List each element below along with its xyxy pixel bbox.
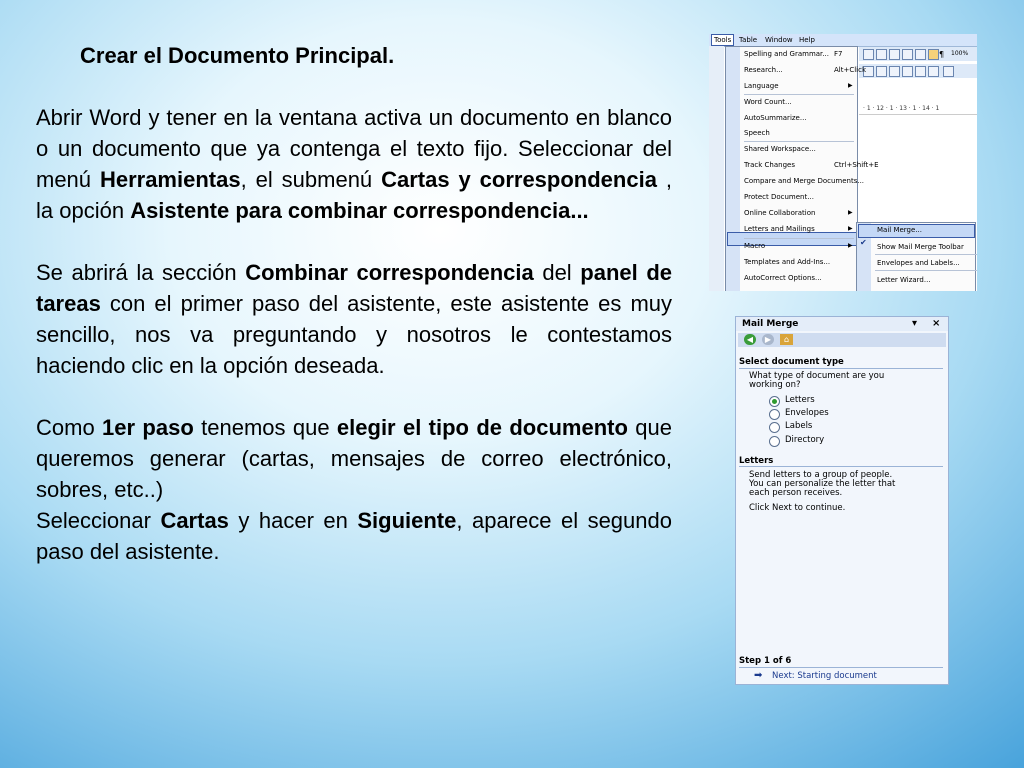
menu-item[interactable] — [744, 66, 867, 74]
formatting-toolbar — [859, 64, 977, 78]
bold-run: Cartas y correspondencia — [381, 167, 657, 192]
bold-run: Cartas — [160, 508, 229, 533]
menu-item[interactable] — [744, 129, 770, 137]
menu-item[interactable] — [744, 50, 843, 58]
toolbar-icon[interactable] — [928, 49, 939, 60]
standard-toolbar — [859, 47, 977, 61]
submenu-arrow-icon: ▶ — [848, 225, 853, 232]
tools-menu — [725, 46, 879, 291]
menu-item[interactable] — [744, 274, 822, 282]
align-icon[interactable] — [876, 66, 887, 77]
toolbar-icon[interactable] — [915, 49, 926, 60]
text-run: que queremos generar (cartas, mensajes de correo electrónico, sobres, etc..) — [36, 415, 672, 502]
menu-item-label: AutoCorrect Options... — [744, 274, 822, 282]
toolbar-icon[interactable] — [902, 49, 913, 60]
submenu-show-toolbar[interactable]: Show Mail Merge Toolbar — [877, 243, 964, 251]
menu-item-label: Shared Workspace... — [744, 145, 816, 153]
menu-item-label: Compare and Merge Documents... — [744, 177, 865, 185]
slide-title: Crear el Documento Principal. — [80, 43, 395, 68]
radio-letters[interactable] — [769, 396, 780, 407]
menu-separator — [875, 270, 977, 271]
text-run: , la opción — [36, 167, 672, 223]
pilcrow-icon[interactable]: ¶ — [939, 50, 945, 59]
menu-item-label: Research... — [744, 66, 783, 74]
menu-help[interactable]: Help — [799, 36, 815, 44]
menu-item-label: Speech — [744, 129, 770, 137]
left-icon-strip — [709, 46, 724, 291]
close-icon[interactable]: × — [932, 318, 941, 329]
next-arrow-icon[interactable]: ➡ — [754, 670, 763, 681]
pane-nav-bar — [738, 333, 946, 347]
mail-merge-pane — [735, 316, 949, 685]
dropdown-icon[interactable]: ▾ — [912, 318, 918, 329]
bold-run: Combinar correspondencia — [245, 260, 534, 285]
toolbar-icon[interactable] — [876, 49, 887, 60]
zoom-value[interactable]: 100% — [951, 50, 969, 57]
letters-mailings-submenu — [856, 222, 976, 291]
home-icon[interactable]: ⌂ — [780, 334, 793, 345]
menu-item-label: Language — [744, 82, 779, 90]
menu-item[interactable] — [744, 258, 830, 266]
indent-icon[interactable] — [928, 66, 939, 77]
menu-item-shortcut: F7 — [834, 50, 843, 58]
text-run: Seleccionar — [36, 508, 161, 533]
section-divider — [739, 368, 943, 369]
menu-item-label: Macro — [744, 242, 766, 250]
bold-run: 1er paso — [102, 415, 194, 440]
option-labels[interactable]: Labels — [785, 421, 813, 431]
border-icon[interactable] — [943, 66, 954, 77]
pane-title: Mail Merge — [742, 319, 799, 329]
menu-item-label: Online Collaboration — [744, 209, 816, 217]
desc-line-2: You can personalize the letter that — [749, 479, 896, 489]
bold-run: Siguiente — [357, 508, 457, 533]
section-divider — [739, 667, 943, 668]
indent-icon[interactable] — [915, 66, 926, 77]
submenu-envelopes-labels[interactable]: Envelopes and Labels... — [877, 259, 960, 267]
menu-separator — [875, 254, 977, 255]
submenu-mail-merge[interactable]: Mail Merge... — [877, 226, 922, 234]
desc-line-1: Send letters to a group of people. — [749, 470, 893, 480]
text-run: , el submenú — [240, 167, 382, 192]
word-menu-screenshot — [709, 34, 977, 291]
list-icon[interactable] — [889, 66, 900, 77]
menu-window[interactable]: Window — [765, 36, 793, 44]
list-icon[interactable] — [902, 66, 913, 77]
menu-item-label: Spelling and Grammar... — [744, 50, 829, 58]
text-run: Se abrirá la sección — [36, 260, 246, 285]
menu-item[interactable] — [744, 242, 853, 250]
next-step-link[interactable]: Next: Starting document — [772, 671, 877, 681]
menu-item-label: Letters and Mailings — [744, 225, 815, 233]
menu-separator — [744, 141, 854, 142]
section-title-letters: Letters — [739, 456, 774, 466]
menu-item[interactable] — [744, 177, 864, 185]
menu-item[interactable] — [744, 161, 879, 169]
menu-item[interactable] — [744, 98, 792, 106]
text-run: del — [533, 260, 581, 285]
radio-envelopes[interactable] — [769, 409, 780, 420]
ruler-ticks: · 1 · 12 · 1 · 13 · 1 · 14 · 1 — [863, 105, 940, 112]
menu-table[interactable]: Table — [739, 36, 758, 44]
menu-separator — [744, 238, 854, 239]
option-directory[interactable]: Directory — [785, 435, 825, 445]
paragraph-4 — [36, 505, 672, 567]
check-icon: ✔ — [860, 238, 867, 247]
submenu-arrow-icon: ▶ — [848, 242, 853, 249]
option-letters[interactable]: Letters — [785, 395, 815, 405]
bold-run: Asistente para combinar correspondencia... — [130, 198, 589, 223]
text-run: con el primer paso del asistente, este asistente es muy sencillo, nos va preguntando y nosotros le contestamos haciendo clic en la opción deseada. — [36, 291, 672, 378]
hint-text: Click Next to continue. — [749, 503, 846, 513]
menu-item[interactable] — [744, 82, 853, 90]
menu-item-label: Templates and Add-Ins... — [744, 258, 831, 266]
slide-text — [36, 40, 672, 567]
menu-item-shortcut: Ctrl+Shift+E — [834, 161, 879, 169]
menu-item-label: Protect Document... — [744, 193, 814, 201]
option-envelopes[interactable]: Envelopes — [785, 408, 829, 418]
back-icon[interactable]: ◀ — [744, 334, 756, 345]
section-title-doc-type: Select document type — [739, 357, 844, 367]
text-run: y hacer en — [228, 508, 358, 533]
submenu-arrow-icon: ▶ — [848, 82, 853, 89]
desc-line-3: each person receives. — [749, 488, 843, 498]
submenu-letter-wizard[interactable]: Letter Wizard... — [877, 276, 931, 284]
bold-run: elegir el tipo de documento — [336, 415, 628, 440]
pane-title-bar — [736, 317, 948, 331]
menu-item-label: AutoSummarize... — [744, 114, 807, 122]
menu-icon-column — [726, 47, 740, 291]
toolbar-icon[interactable] — [863, 49, 874, 60]
paragraph-3 — [36, 412, 672, 505]
menu-item[interactable] — [744, 114, 807, 122]
radio-labels[interactable] — [769, 422, 780, 433]
toolbar-icon[interactable] — [889, 49, 900, 60]
section-divider — [739, 466, 943, 467]
menu-item[interactable] — [744, 225, 853, 233]
menu-item-label: Track Changes — [744, 161, 795, 169]
text-run: tenemos que — [193, 415, 337, 440]
question-line-2: working on? — [749, 380, 801, 390]
radio-directory[interactable] — [769, 436, 780, 447]
menu-item-label: Word Count... — [744, 98, 792, 106]
text-run: Como — [36, 415, 103, 440]
text-run: , aparece el segundo paso del asistente. — [36, 508, 672, 564]
menu-item-shortcut: Alt+Click — [834, 66, 867, 74]
forward-icon[interactable]: ▶ — [762, 334, 774, 345]
submenu-arrow-icon: ▶ — [848, 209, 853, 216]
bold-run: Herramientas — [99, 167, 241, 192]
menu-item[interactable] — [744, 145, 816, 153]
menu-separator — [744, 94, 854, 95]
menu-item[interactable] — [744, 193, 814, 201]
text-run: Abrir Word y tener en la ventana activa un documento en blanco o un documento que ya contenga el texto fijo. Seleccionar del menú — [36, 105, 672, 192]
paragraph-1 — [36, 102, 672, 226]
ruler — [859, 103, 977, 115]
menu-tools[interactable]: Tools — [711, 34, 734, 46]
paragraph-2 — [36, 257, 672, 381]
question-line-1: What type of document are you — [749, 371, 885, 381]
step-indicator: Step 1 of 6 — [739, 656, 792, 666]
menu-item[interactable] — [744, 209, 853, 217]
bold-run: panel de tareas — [36, 260, 672, 316]
